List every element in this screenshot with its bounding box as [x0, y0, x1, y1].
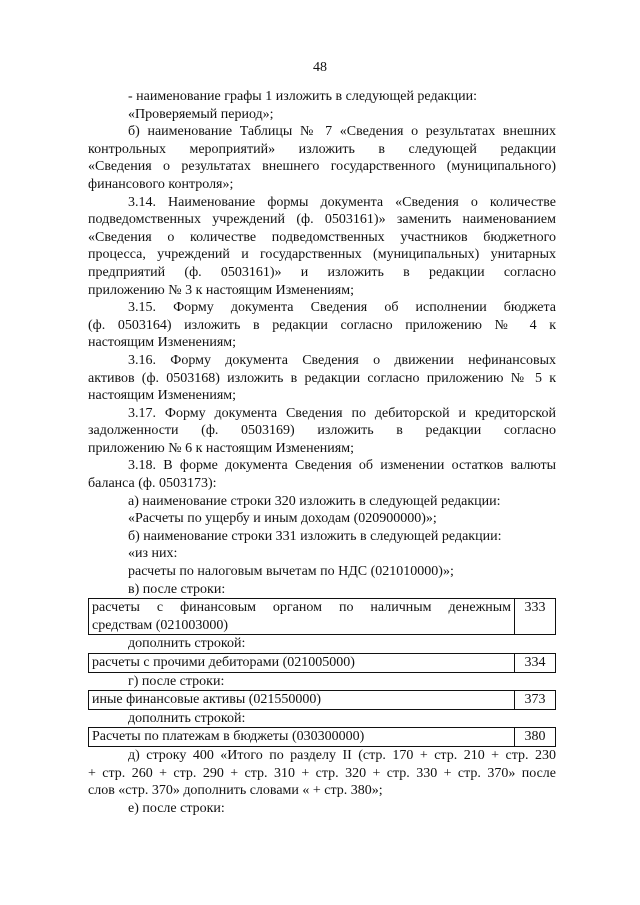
- row-code: 334: [515, 654, 556, 673]
- text-line: + стр. 260 + стр. 290 + стр. 310 + стр. 320 + стр. 330 + стр. 370» после: [88, 765, 556, 781]
- text-line: «Сведения о результатах внешнего государственного (муниципального): [88, 159, 556, 175]
- text-line: 3.17. Форму документа Сведения по дебиторской и кредиторской: [128, 405, 556, 421]
- row-text: средствам (021003000): [92, 617, 229, 633]
- text-line: баланса (ф. 0503173):: [88, 476, 217, 492]
- text-line: слов «стр. 370» дополнить словами « + стр. 380»;: [88, 783, 383, 799]
- text-line: б) наименование строки 331 изложить в следующей редакции:: [128, 528, 502, 544]
- text-line: в) после строки:: [128, 581, 226, 597]
- page-number: 48: [313, 60, 327, 75]
- text-line: е) после строки:: [128, 800, 225, 816]
- text-line: предприятий (ф. 0503161)» и изложить в редакции согласно: [88, 264, 556, 280]
- row-table-380: [88, 727, 556, 747]
- text-line: г) после строки:: [128, 673, 225, 689]
- text-line: (ф. 0503164) изложить в редакции согласно приложению № 4 к: [88, 317, 556, 333]
- row-table-334: [88, 653, 556, 673]
- document-body: [88, 88, 556, 817]
- text-line: 3.15. Форму документа Сведения об исполнении бюджета: [128, 300, 556, 316]
- table-row: [89, 691, 556, 710]
- text-line: «Проверяемый период»;: [128, 106, 274, 122]
- text-line: приложению № 6 к настоящим Изменениям;: [88, 440, 354, 456]
- text-line: финансового контроля»;: [88, 176, 234, 192]
- row-table-333: [88, 598, 556, 635]
- text-line: б) наименование Таблицы № 7 «Сведения о результатах внешних: [128, 124, 556, 140]
- text-line: настоящим Изменениям;: [88, 335, 237, 351]
- row-text-cell: [89, 599, 515, 635]
- row-text: расчеты с прочими дебиторами (021005000): [89, 654, 515, 673]
- text-line: дополнить строкой:: [128, 710, 246, 726]
- text-line: активов (ф. 0503168) изложить в редакции согласно приложению № 5 к: [88, 370, 556, 386]
- text-line: а) наименование строки 320 изложить в следующей редакции:: [128, 493, 501, 509]
- text-line: приложению № 3 к настоящим Изменениям;: [88, 282, 354, 298]
- text-line: 3.16. Форму документа Сведения о движении нефинансовых: [128, 352, 556, 368]
- text-line: «Сведения о количестве подведомственных участников бюджетного: [88, 229, 556, 245]
- text-line: - наименование графы 1 изложить в следующей редакции:: [128, 89, 477, 104]
- row-text: расчеты с финансовым органом по наличным денежным: [92, 600, 511, 616]
- table-row: [89, 599, 556, 635]
- text-line: настоящим Изменениям;: [88, 388, 237, 404]
- row-code: 373: [515, 691, 556, 710]
- text-line: расчеты по налоговым вычетам по НДС (021010000)»;: [128, 564, 454, 580]
- text-line: процесса, учреждений и государственных (муниципальных) унитарных: [88, 247, 556, 263]
- row-code: 333: [515, 599, 556, 635]
- table-row: [89, 728, 556, 747]
- text-line: 3.18. В форме документа Сведения об изменении остатков валюты: [128, 458, 556, 474]
- text-line: подведомственных учреждений (ф. 0503161)» заменить наименованием: [88, 212, 556, 228]
- text-line: задолженности (ф. 0503169) изложить в редакции согласно: [88, 423, 556, 439]
- text-line: «из них:: [128, 546, 178, 562]
- text-line: дополнить строкой:: [128, 636, 246, 652]
- text-line: «Расчеты по ущербу и иным доходам (020900000)»;: [128, 511, 437, 527]
- row-table-373: [88, 690, 556, 710]
- text-line: д) строку 400 «Итого по разделу II (стр. 170 + стр. 210 + стр. 230: [128, 747, 556, 763]
- table-row: [89, 654, 556, 673]
- text-line: контрольных мероприятий» изложить в следующей редакции: [88, 141, 556, 157]
- row-code: 380: [515, 728, 556, 747]
- row-text: иные финансовые активы (021550000): [89, 691, 515, 710]
- text-line: 3.14. Наименование формы документа «Сведения о количестве: [128, 194, 556, 210]
- row-text: Расчеты по платежам в бюджеты (030300000): [89, 728, 515, 747]
